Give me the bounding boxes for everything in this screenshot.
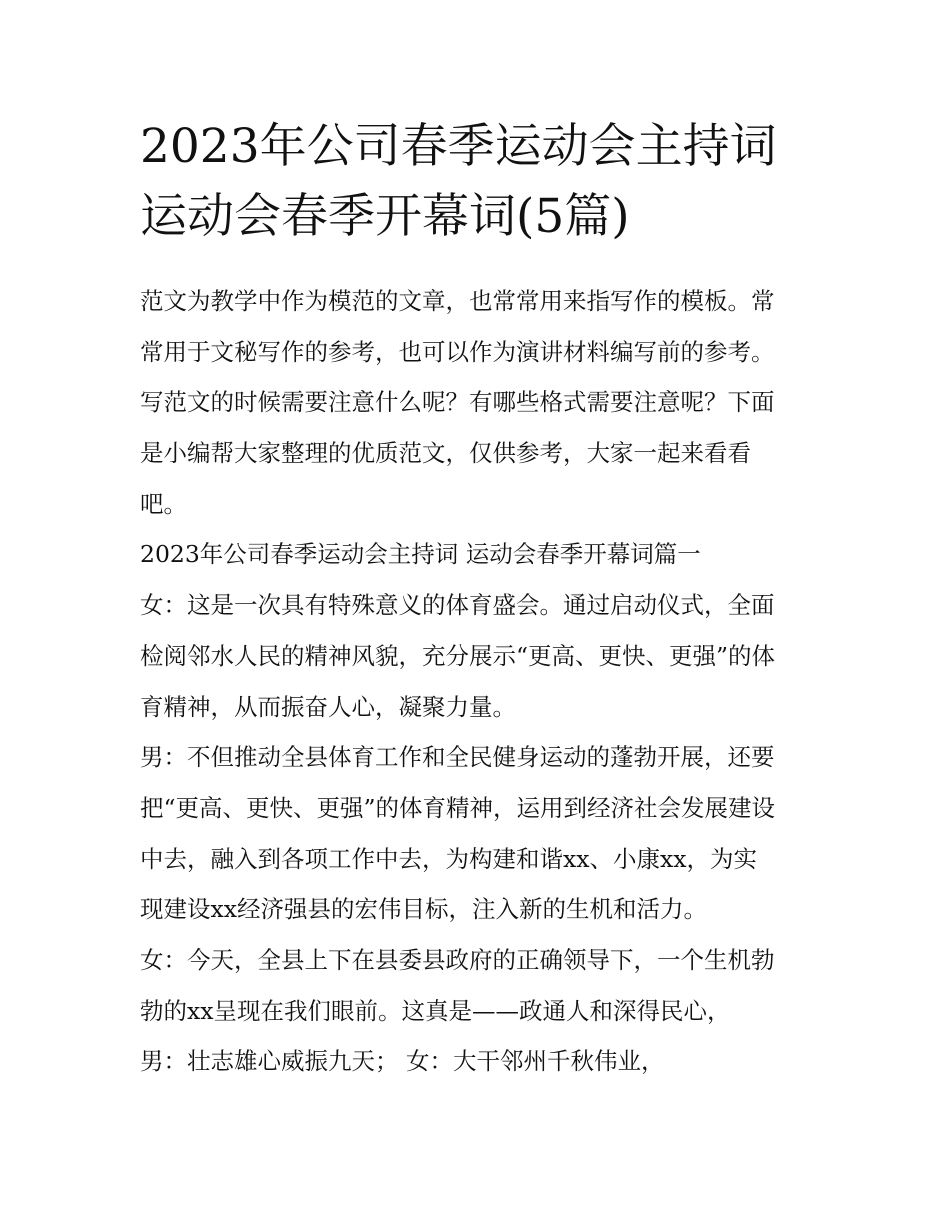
body-line-10: 男：不但推动全县体育工作和全民健身运动的蓬勃开展，还要 [140, 743, 775, 772]
body-line-9: 育精神，从而振奋人心，凝聚力量。 [140, 692, 516, 721]
body-line-3: 写范文的时候需要注意什么呢？有哪些格式需要注意呢？下面 [140, 388, 775, 417]
body-line-14: 女：今天，全县上下在县委县政府的正确领导下，一个生机勃 [140, 945, 775, 974]
body-line-15: 勃的xx呈现在我们眼前。这真是——政通人和深得民心， [140, 996, 731, 1025]
body-line-1: 范文为教学中作为模范的文章，也常常用来指写作的模板。常 [140, 287, 775, 315]
body-line-16: 男：壮志雄心威振九天； 女：大干邻州千秋伟业， [140, 1047, 665, 1076]
body-line-8: 检阅邻水人民的精神风貌，充分展示“更高、更快、更强”的体 [140, 641, 776, 670]
body-line-11: 把“更高、更快、更强”的体育精神，运用到经济社会发展建设 [140, 793, 776, 822]
body-line-5: 吧。 [140, 489, 187, 518]
document-body [140, 276, 830, 1087]
body-line-12: 中去，融入到各项工作中去，为构建和谐xx、小康xx，为实 [140, 844, 758, 873]
title-line-2: 运动会春季开幕词(5篇) [140, 189, 630, 244]
body-line-7: 女：这是一次具有特殊意义的体育盛会。通过启动仪式，全面 [140, 591, 775, 620]
body-line-4: 是小编帮大家整理的优质范文，仅供参考，大家一起来看看 [140, 439, 751, 468]
document-title [140, 112, 830, 252]
body-line-13: 现建设xx经济强县的宏伟目标，注入新的生机和活力。 [140, 895, 708, 924]
title-line-1: 2023年公司春季运动会主持词 [140, 119, 777, 174]
body-line-2: 常用于文秘写作的参考，也可以作为演讲材料编写前的参考。 [140, 337, 775, 366]
section-heading: 2023年公司春季运动会主持词 运动会春季开幕词篇一 [140, 540, 701, 569]
